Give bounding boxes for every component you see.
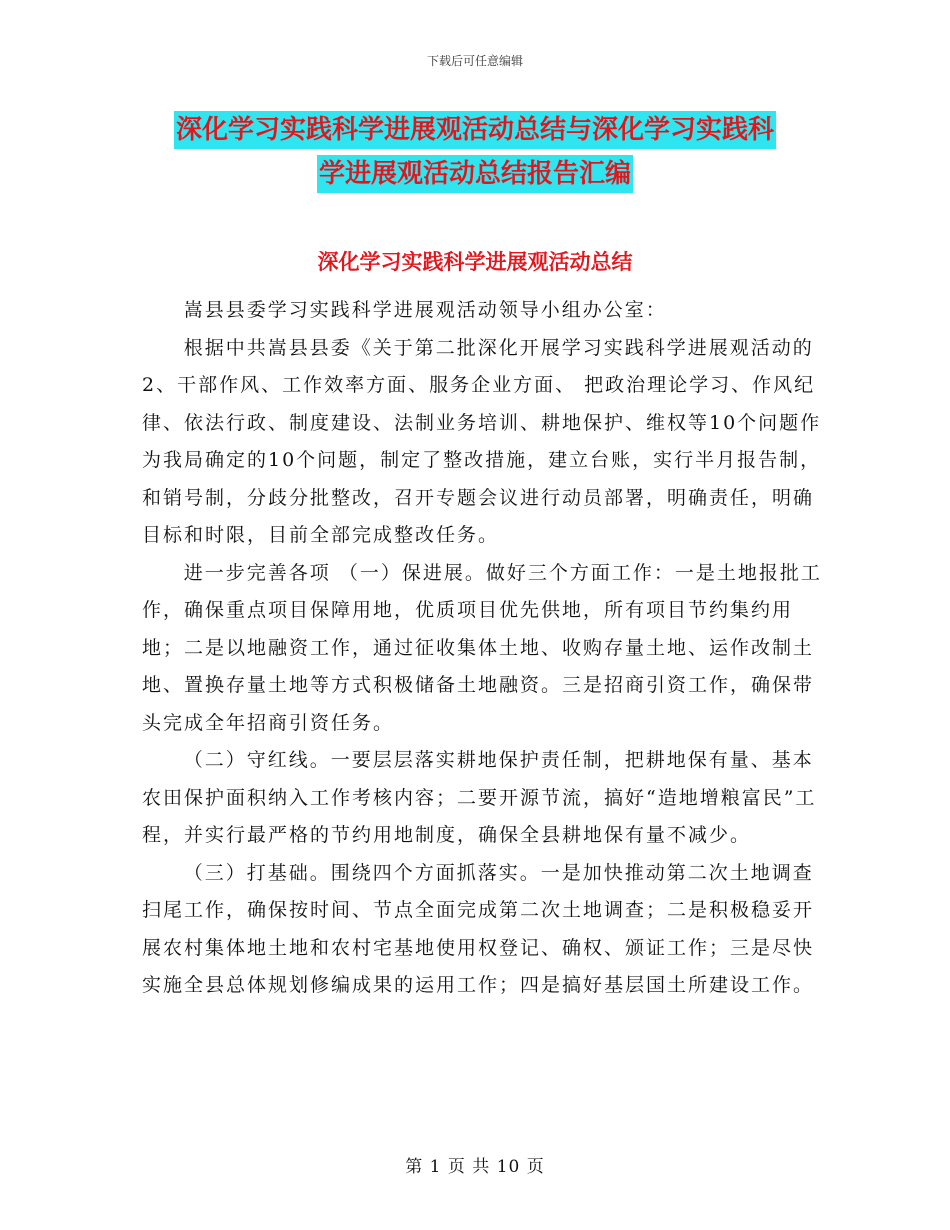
document-title-line-1: 深化学习实践科学进展观活动总结与深化学习实践科	[174, 111, 776, 149]
document-title	[0, 108, 950, 196]
section-title: 深化学习实践科学进展观活动总结	[317, 250, 633, 274]
paragraph-addressee: 嵩县县委学习实践科学进展观活动领导小组办公室：	[183, 299, 667, 321]
paragraph: （二）守红线。一要层层落实耕地保护责任制，把耕地保有量、基本农田保护面积纳入工作考核内容；二要开源节流，搞好“造地增粮富民”工程，并实行最严格的节约用地制度，确保全县耕地保有量不减少。	[142, 749, 817, 846]
paragraph: 根据中共嵩县县委《关于第二批深化开展学习实践科学进展观活动的 2、干部作风、工作效率方面、服务企业方面、 把政治理论学习、作风纪律、依法行政、制度建设、法制业务培训、耕地保护、维权等10个问题作为我局确定的10个问题，制定了整改措施，建立台账，实行半月报告制，和销号制，分歧分批整改，召开专题会议进行动员部署，明确责任，明确目标和时限，目前全部完成整改任务。	[142, 336, 822, 546]
paragraph: 进一步完善各项 （一）保进展。做好三个方面工作：一是土地报批工作，确保重点项目保障用地，优质项目优先供地，所有项目节约集约用地；二是以地融资工作，通过征收集体土地、收购存量土地、运作改制土地、置换存量土地等方式积极储备土地融资。三是招商引资工作，确保带头完成全年招商引资任务。	[142, 561, 822, 734]
header-note: 下载后可任意编辑	[426, 54, 523, 68]
paragraph: （三）打基础。围绕四个方面抓落实。一是加快推动第二次土地调查扫尾工作，确保按时间、节点全面完成第二次土地调查；二是积极稳妥开展农村集体地土地和农村宅基地使用权登记、确权、颁证工作；三是尽快实施全县总体规划修编成果的运用工作；四是搞好基层国土所建设工作。	[142, 861, 815, 996]
document-title-line-2: 学进展观活动总结报告汇编	[317, 155, 633, 193]
body-text	[142, 292, 822, 1005]
page-number: 第 1 页 共 10 页	[405, 1157, 545, 1177]
